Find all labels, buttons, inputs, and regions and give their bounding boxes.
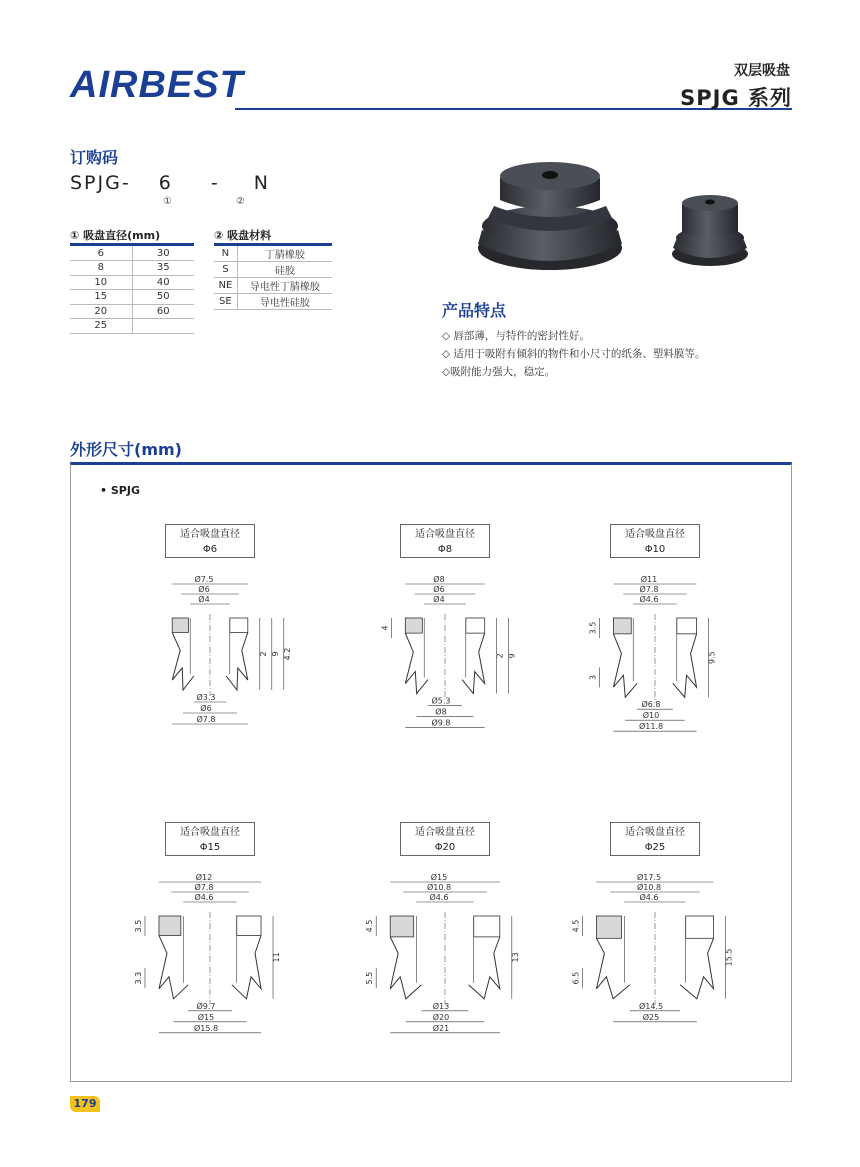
caption-size: Φ25 — [644, 842, 666, 853]
diameter-table-cell: 20 — [70, 304, 132, 319]
order-code-prefix: SPJG- — [70, 172, 131, 194]
dimension-label: Ø9.8 — [431, 718, 451, 728]
order-marker-2: ② — [236, 196, 245, 207]
dimension-label: Ø7.8 — [639, 585, 659, 594]
feature-item: ◇ 唇部薄，与特件的密封性好。 — [442, 330, 590, 342]
dimension-label: 4.5 — [365, 919, 375, 933]
caption-size: Φ8 — [437, 544, 453, 555]
diameter-table-row — [70, 304, 194, 319]
dimension-label: 2 — [495, 653, 505, 659]
order-code-dash: - — [210, 172, 220, 194]
material-table — [214, 246, 332, 310]
dimension-label: Ø6 — [433, 585, 445, 594]
dimension-drawing — [110, 574, 310, 774]
diameter-table-cell: 6 — [70, 246, 132, 261]
dimension-label: Ø7.8 — [196, 715, 216, 724]
page-title: SPJG 系列 — [680, 86, 792, 110]
material-table-cell: S — [214, 262, 237, 278]
dimension-label: 3 — [588, 674, 598, 680]
order-code — [70, 172, 270, 194]
features-heading: 产品特点 — [442, 301, 507, 320]
dimension-label: Ø4.6 — [429, 893, 449, 902]
dimension-label: Ø11.8 — [638, 722, 664, 732]
diameter-table-cell — [132, 319, 194, 334]
dimension-label: Ø8 — [435, 707, 447, 717]
dimension-label: Ø4.6 — [639, 595, 659, 604]
material-table-cell: N — [214, 246, 237, 262]
diameter-table-cell: 40 — [132, 275, 194, 290]
dimension-label: Ø4 — [433, 595, 445, 604]
material-table-row — [214, 246, 332, 262]
caption-box — [165, 524, 255, 558]
dimension-label: 3.5 — [133, 919, 143, 933]
page-number: 179 — [70, 1096, 100, 1112]
dimension-drawing — [555, 574, 755, 774]
dimension-label: 11 — [272, 952, 282, 963]
diameter-table-cell: 50 — [132, 290, 194, 305]
dimension-label: 5.5 — [365, 971, 375, 985]
dimension-label: Ø8 — [433, 575, 445, 584]
dimension-label: Ø9.7 — [196, 1001, 216, 1011]
dimension-label: Ø15 — [197, 1012, 215, 1022]
dimension-label: Ø10.8 — [426, 883, 452, 892]
diameter-table-cell: 35 — [132, 261, 194, 276]
dimension-label: Ø3.3 — [196, 693, 216, 702]
dimension-label: Ø4 — [198, 595, 210, 604]
diameter-table — [70, 246, 194, 334]
material-table-cell: NE — [214, 278, 237, 294]
diameter-table-row — [70, 246, 194, 261]
dimension-label: Ø17.5 — [636, 873, 662, 882]
large-cup-image — [478, 162, 622, 270]
dimension-drawing — [345, 872, 545, 1072]
caption-box — [400, 524, 490, 558]
diameter-table-row — [70, 261, 194, 276]
caption-box — [610, 822, 700, 856]
material-table-row — [214, 262, 332, 278]
dimension-label: Ø6 — [200, 704, 212, 713]
material-table-row — [214, 278, 332, 294]
caption-box — [400, 822, 490, 856]
feature-item: ◇吸附能力强大，稳定。 — [442, 366, 556, 378]
diameter-table-row — [70, 275, 194, 290]
material-table-cell: 硅胶 — [237, 262, 332, 278]
dimension-label: 9.5 — [707, 651, 717, 664]
diameter-table-row — [70, 319, 194, 334]
dimension-label: Ø4.6 — [194, 893, 214, 902]
small-cup-image — [672, 195, 748, 266]
dimensions-heading: 外形尺寸(mm) — [70, 440, 182, 459]
caption-title: 适合吸盘直径 — [180, 529, 240, 540]
dimension-label: Ø11 — [640, 575, 658, 584]
dimension-label: 6.5 — [571, 971, 581, 985]
dimension-label: Ø13 — [432, 1001, 450, 1011]
dimension-label: Ø21 — [432, 1023, 450, 1033]
dimension-label: Ø20 — [432, 1012, 450, 1022]
cup-profile — [172, 614, 248, 696]
order-heading: 订购码 — [70, 148, 119, 167]
material-table-title: ② 吸盘材料 — [214, 229, 272, 242]
dimension-label: Ø10 — [642, 711, 660, 721]
material-table-cell: 丁腈橡胶 — [237, 246, 332, 262]
dimension-label: Ø15 — [430, 873, 448, 882]
dimension-label: Ø7.5 — [194, 575, 214, 584]
dimension-label: 2 — [258, 651, 268, 657]
dimension-label: Ø6.8 — [641, 700, 661, 710]
series-label: • SPJG — [100, 484, 140, 497]
feature-item: ◇ 适用于吸附有倾斜的物件和小尺寸的纸条、塑料膜等。 — [442, 348, 706, 360]
diameter-table-cell: 15 — [70, 290, 132, 305]
diameter-table-cell: 8 — [70, 261, 132, 276]
caption-size: Φ20 — [434, 842, 456, 853]
diameter-table-cell: 25 — [70, 319, 132, 334]
caption-title: 适合吸盘直径 — [415, 827, 475, 838]
material-table-cell: 导电性硅胶 — [237, 294, 332, 310]
cup-profile — [390, 912, 500, 1005]
order-code-material: N — [253, 172, 271, 194]
dimension-label: 9 — [507, 653, 517, 659]
dimension-label: 9 — [270, 651, 280, 657]
dimension-label: 15.5 — [724, 948, 734, 967]
dimension-label: 3.3 — [133, 971, 143, 985]
caption-size: Φ15 — [199, 842, 221, 853]
material-table-cell: SE — [214, 294, 237, 310]
diameter-table-cell: 30 — [132, 246, 194, 261]
diameter-table-cell: 60 — [132, 304, 194, 319]
material-table-cell: 导电性丁腈橡胶 — [237, 278, 332, 294]
caption-size: Φ6 — [202, 544, 218, 555]
dimension-label: Ø5.3 — [431, 696, 451, 706]
dimension-drawing — [110, 872, 310, 1072]
caption-title: 适合吸盘直径 — [180, 827, 240, 838]
cup-profile — [159, 912, 261, 1005]
diameter-table-row — [70, 290, 194, 305]
dimension-label: Ø7.8 — [194, 883, 214, 892]
order-marker-1: ① — [163, 196, 172, 207]
dimension-label: 4.2 — [282, 647, 292, 661]
dimension-label: 13 — [510, 952, 520, 963]
cup-profile — [613, 614, 696, 703]
caption-title: 适合吸盘直径 — [415, 529, 475, 540]
dimension-drawing — [345, 574, 545, 774]
dimension-label: Ø12 — [195, 873, 213, 882]
caption-title: 适合吸盘直径 — [625, 529, 685, 540]
cup-profile — [405, 614, 484, 700]
caption-title: 适合吸盘直径 — [625, 827, 685, 838]
diameter-table-title: ① 吸盘直径(mm) — [70, 229, 161, 242]
order-code-size: 6 — [158, 172, 173, 194]
dimension-label: 3.5 — [588, 621, 598, 635]
dimension-drawing — [555, 872, 755, 1072]
caption-box — [165, 822, 255, 856]
dimension-label: Ø15.8 — [193, 1023, 219, 1033]
dimension-label: 4 — [380, 625, 390, 631]
dimension-label: Ø10.8 — [636, 883, 662, 892]
material-table-row — [214, 294, 332, 310]
dimension-label: 4.5 — [571, 919, 581, 933]
brand-logo: AIRBEST — [70, 64, 244, 106]
cup-profile — [596, 912, 713, 1005]
dimension-label: Ø25 — [642, 1012, 660, 1022]
dimension-label: Ø14.5 — [638, 1001, 664, 1011]
header-subtitle: 双层吸盘 — [734, 63, 790, 79]
dimension-label: Ø6 — [198, 585, 210, 594]
diameter-table-cell: 10 — [70, 275, 132, 290]
dimension-label: Ø4.6 — [639, 893, 659, 902]
caption-size: Φ10 — [644, 544, 666, 555]
product-photo — [470, 148, 760, 278]
caption-box — [610, 524, 700, 558]
